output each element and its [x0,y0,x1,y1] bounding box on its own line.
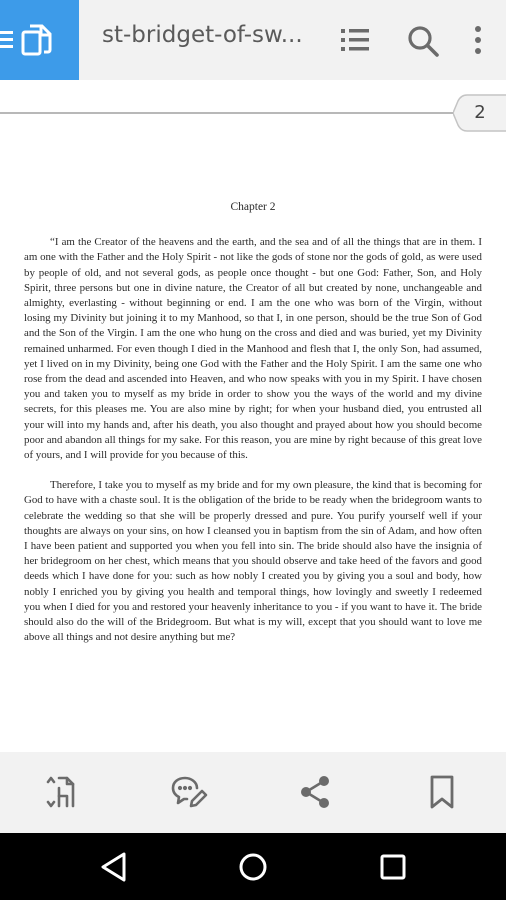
home-icon[interactable] [233,847,273,887]
page-divider [0,112,468,114]
document-page [24,200,482,660]
app-bar [0,0,506,80]
comment-edit-icon[interactable] [170,772,210,812]
recents-icon[interactable] [373,847,413,887]
chapter-heading: Chapter 2 [230,201,276,213]
system-nav-bar [0,833,506,900]
paragraph: “I am the Creator of the heavens and the earth, and the sea and of all the things that are in them. I am one with the Father and the Holy Spirit - not like the gods of stone nor the gods of gold, as were used by people of old, and not several gods, as people once thought - but one God: Father, Son, and Holy Spirit, three persons but one in divine nature, the Creator of all but created by none, unchangeable and almighty, everlasting - without beginning or end. I am the one who was born of the Virgin, without losing my Divinity but joining it to my Manhood, so that I, in one person, should be the true Son of God and the Son of the Virgin. I am the one who hung on the cross and died and was buried, yet my Divinity remained unharmed. For even though I died in the Manhood and flesh that I, the only Son, had assumed, yet I lived on in my Divinity, being one God with the Father and the Holy Spirit. I am the same one who rose from the dead and ascended into Heaven, and who now speaks with you in my Spirit. I have chosen you and taken you to myself as my bride in order to show you the ways of the world and my divine secrets, for this pleases me. You are also mine by right; for when your husband died, you entrusted all your will into my hands and, after his death, you also thought and prayed about how you should become poor and abandon all things for my sake. For this reason, you are mine by right because of this great love of yours, and I will provide for you because of this. [24,236,482,462]
copy-icon [0,20,79,60]
paragraph: Therefore, I take you to myself as my bride and for my own pleasure, the kind that is becoming for God to have with a chaste soul. It is the obligation of the bride to be ready when the bridegroom wants to celebrate the wedding so that she will be properly dressed and pure. You purify yourself well if your thoughts are always on your sins, on how I cleansed you in baptism from the sin of Adam, and how often I have been patient and supported you when you fell into sin. The bride should also have the insignia of her bridegroom on her chest, which means that you should observe and take heed of the favors and good deeds which I have done for you: such as how nobly I created you by giving you a soul and body, how nobly I enriched you by giving you health and temporal things, how lovingly and sweetly I redeemed you when I died for you and restored your heavenly inheritance to you - if you want to have it. The bride should also do the will of the Bridegroom. But what is my will, except that you should want to love me above all things and not desire anything but me? [24,479,482,644]
text-flow-icon[interactable] [43,772,83,812]
page-number: 2 [474,102,486,123]
document-title: st-bridget-of-sw... [102,22,303,48]
search-icon[interactable] [403,20,443,60]
bottom-toolbar [0,752,506,833]
menu-icon [0,31,13,48]
share-icon[interactable] [296,772,336,812]
bookmark-icon[interactable] [422,772,462,812]
more-vert-icon[interactable] [466,20,490,60]
menu-button[interactable] [0,0,79,80]
back-icon[interactable] [94,847,134,887]
list-icon[interactable] [337,20,373,60]
